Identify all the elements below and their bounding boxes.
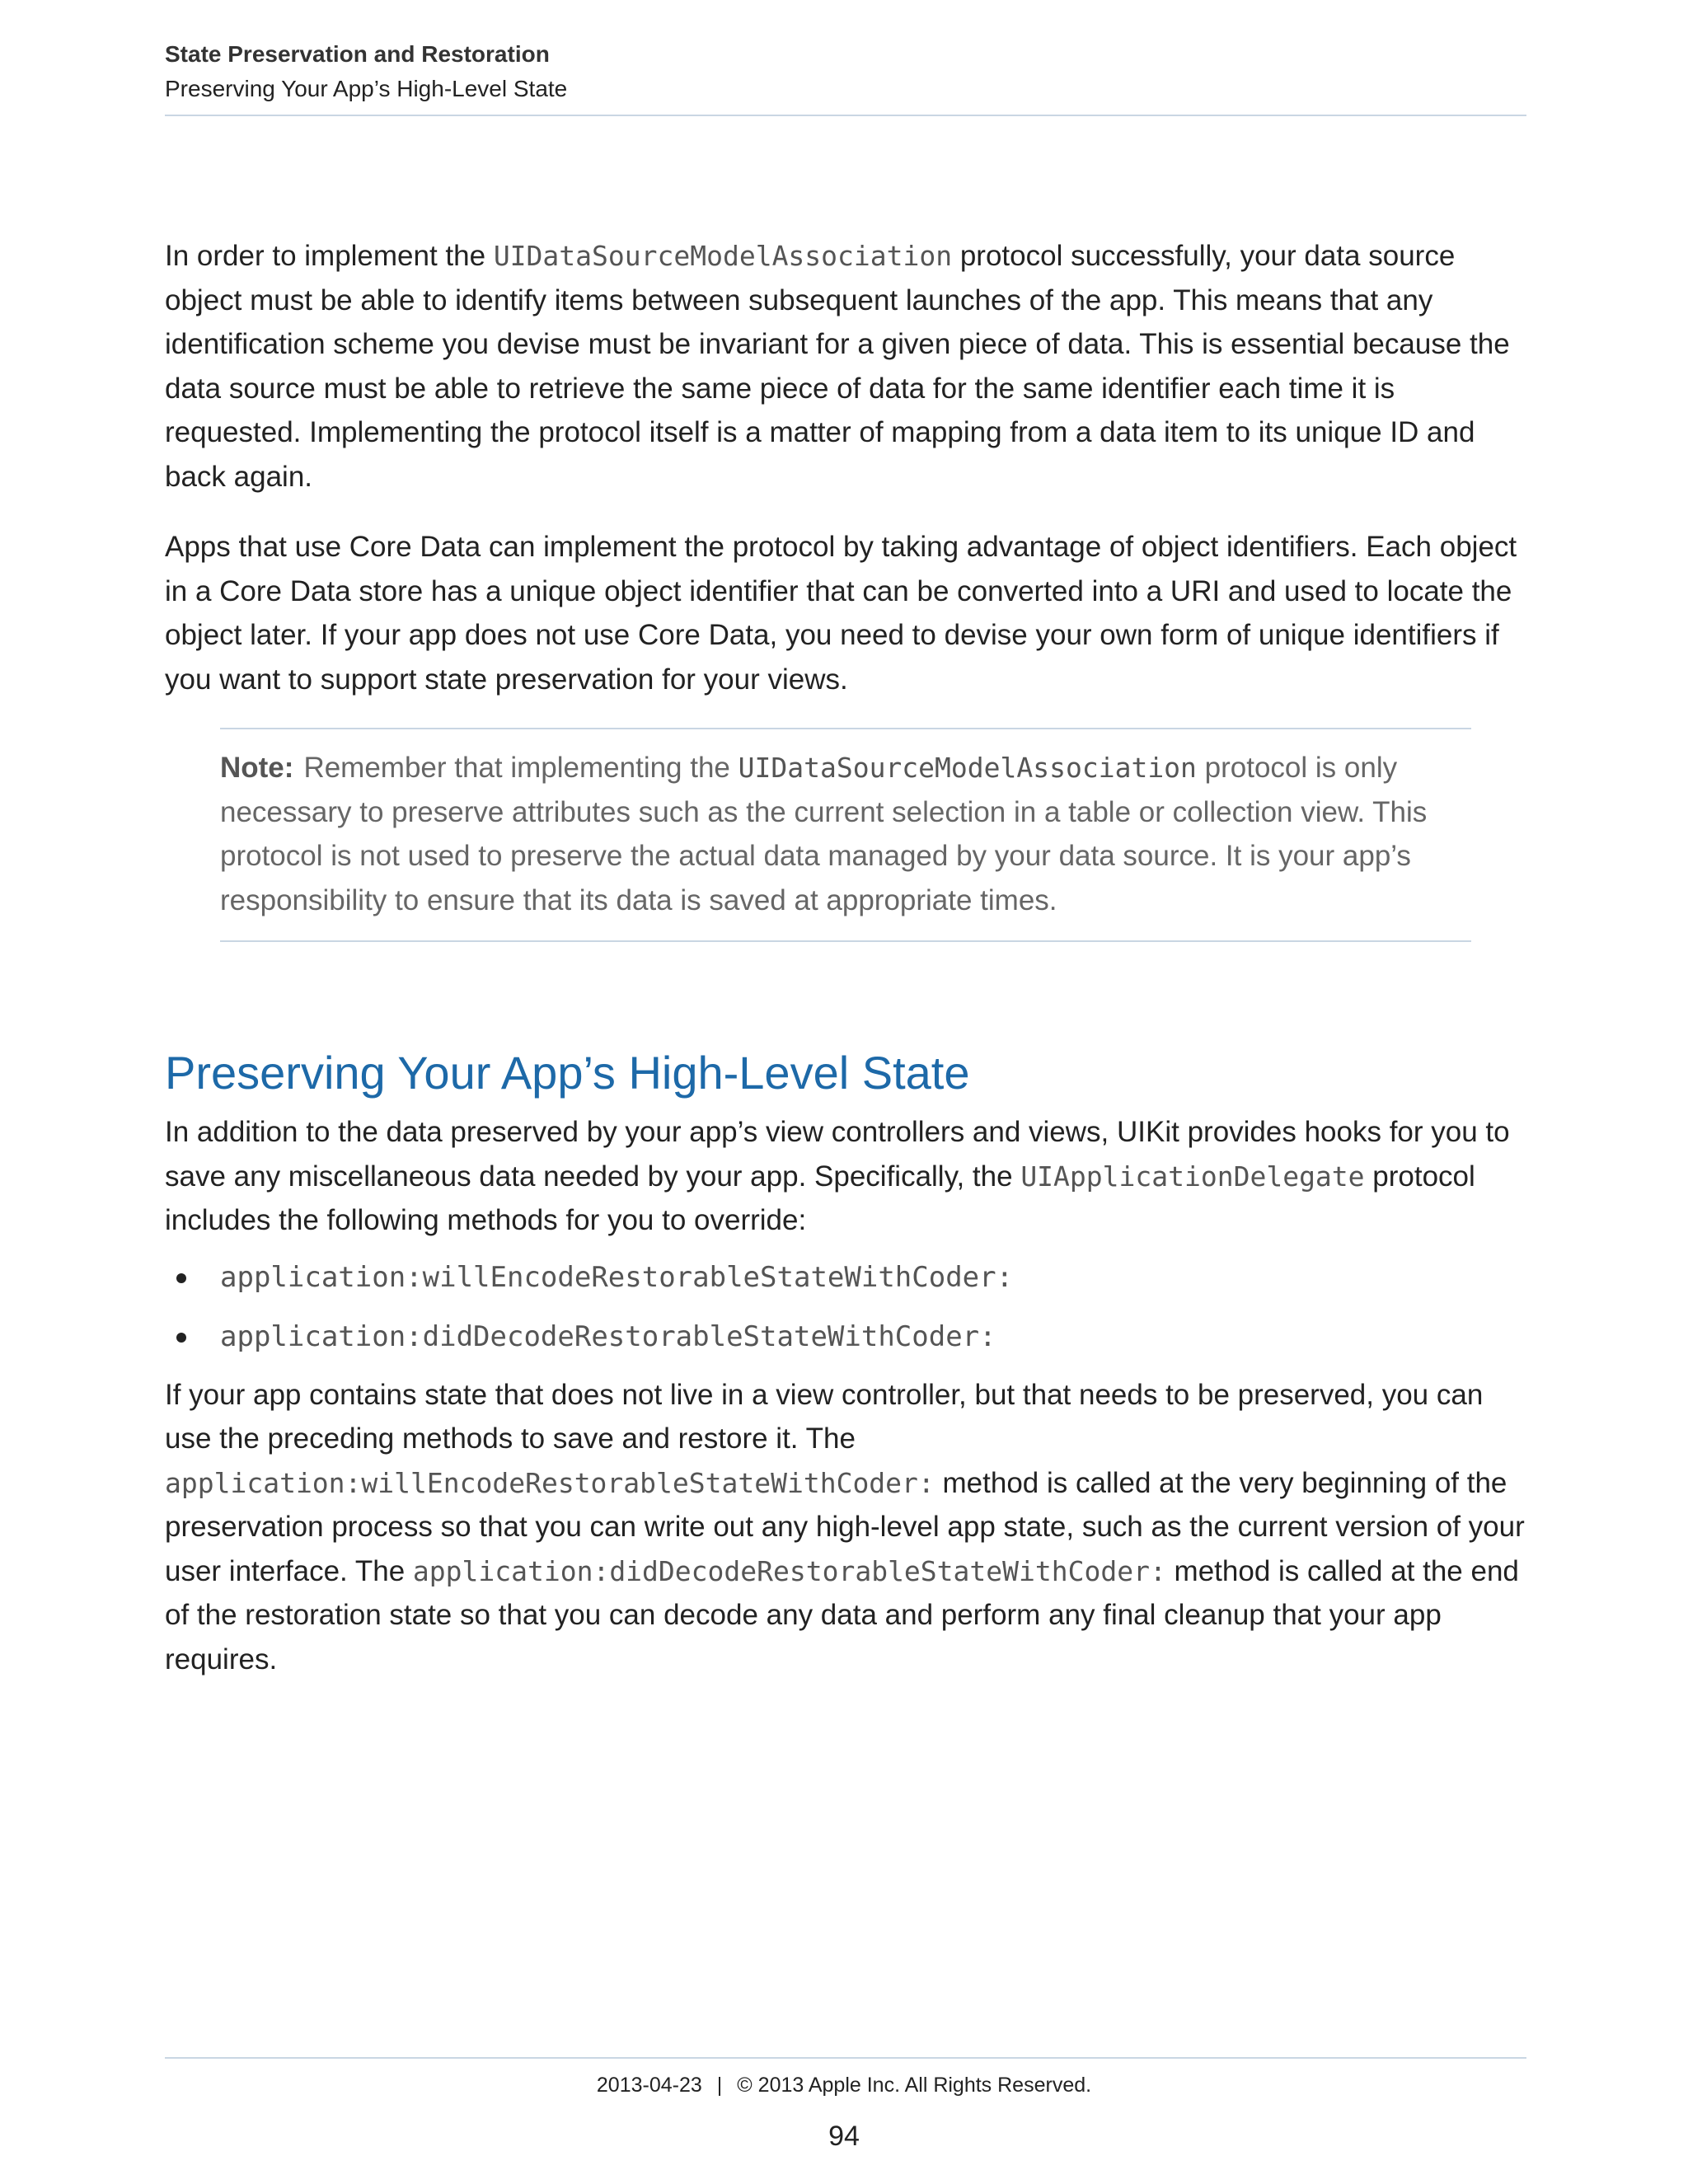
section-heading: Preserving Your App’s High-Level State (165, 1047, 970, 1099)
paragraph-section-intro (165, 1110, 1526, 1243)
footer-separator: | (716, 2074, 723, 2097)
paragraph-text: method is called at the end of the restoration state so that you can decode any data and perform any final cleanup that your app requires. (165, 1554, 1519, 1675)
code-will-encode-method: application:willEncodeRestorableStateWithCoder: (165, 1466, 935, 1499)
code-uidatasourcemodelassociation: UIDataSourceModelAssociation (738, 752, 1197, 784)
note-label: Note: (220, 752, 294, 784)
footer-copyright: © 2013 Apple Inc. All Rights Reserved. (737, 2074, 1092, 2097)
note-text: Remember that implementing the (303, 752, 738, 784)
header-section-title: Preserving Your App’s High-Level State (165, 76, 568, 101)
page-number: 94 (828, 2121, 860, 2152)
paragraph-data-source-identification (165, 234, 1526, 499)
method-name: application:didDecodeRestorableStateWithCoder: (220, 1319, 996, 1353)
bullet-icon (176, 1273, 186, 1283)
footer-divider (165, 2057, 1526, 2059)
paragraph-text: In addition to the data preserved by your app’s view controllers and views, UIKit provides hooks for you to save any miscellaneous data needed by your app. Specifically, the (165, 1116, 1510, 1193)
footer (0, 2070, 1688, 2100)
list-item (165, 1254, 1526, 1314)
paragraph-text: protocol successfully, your data source object must be able to identify items between subsequent launches of the app. This means that any identification scheme you devise must be invariant for a given piece of data. This is essential because the data source must be able to retrieve the same piece of data for the same identifier each time it is requested. Implementing the protocol itself is a matter of mapping from a data item to its unique ID and back again. (165, 240, 1510, 493)
note-text: protocol is only necessary to preserve attributes such as the current selection in a table or collection view. This protocol is not used to preserve the actual data managed by your data source. It is your app’s responsibility to ensure that its data is saved at appropriate times. (220, 752, 1428, 916)
method-name: application:willEncodeRestorableStateWithCoder: (220, 1260, 1014, 1294)
note-box (220, 728, 1471, 942)
methods-list (165, 1254, 1526, 1373)
paragraph-text: In order to implement the (165, 240, 494, 272)
code-uidatasourcemodelassociation: UIDataSourceModelAssociation (493, 240, 953, 272)
code-uiapplicationdelegate: UIApplicationDelegate (1020, 1160, 1365, 1193)
code-did-decode-method: application:didDecodeRestorableStateWithCoder: (412, 1554, 1166, 1587)
paragraph-text: method is called at the very beginning of the preservation process so that you can write out any high-level app state, such as the current version of your user interface. The (165, 1466, 1525, 1587)
bullet-icon (176, 1333, 186, 1343)
paragraph-text: Apps that use Core Data can implement the protocol by taking advantage of object identifiers. Each object in a Core Data store has a unique object identifier that can be converted into a URI and used to locate the object later. If your app does not use Core Data, you need to devise your own form of unique identifiers if you want to support state preservation for your views. (165, 531, 1517, 696)
footer-date: 2013-04-23 (596, 2074, 702, 2097)
header-chapter-title: State Preservation and Restoration (165, 41, 550, 67)
paragraph-preserve-app-state (165, 1373, 1526, 1682)
page-content (165, 234, 1526, 1708)
paragraph-text: If your app contains state that does not live in a view controller, but that needs to be preserved, you can use the preceding methods to save and restore it. The (165, 1378, 1484, 1455)
header-divider (165, 115, 1526, 116)
running-header (165, 40, 1526, 105)
paragraph-core-data (165, 525, 1526, 701)
list-item (165, 1314, 1526, 1373)
paragraph-text: protocol includes the following methods for you to override: (165, 1160, 1475, 1236)
